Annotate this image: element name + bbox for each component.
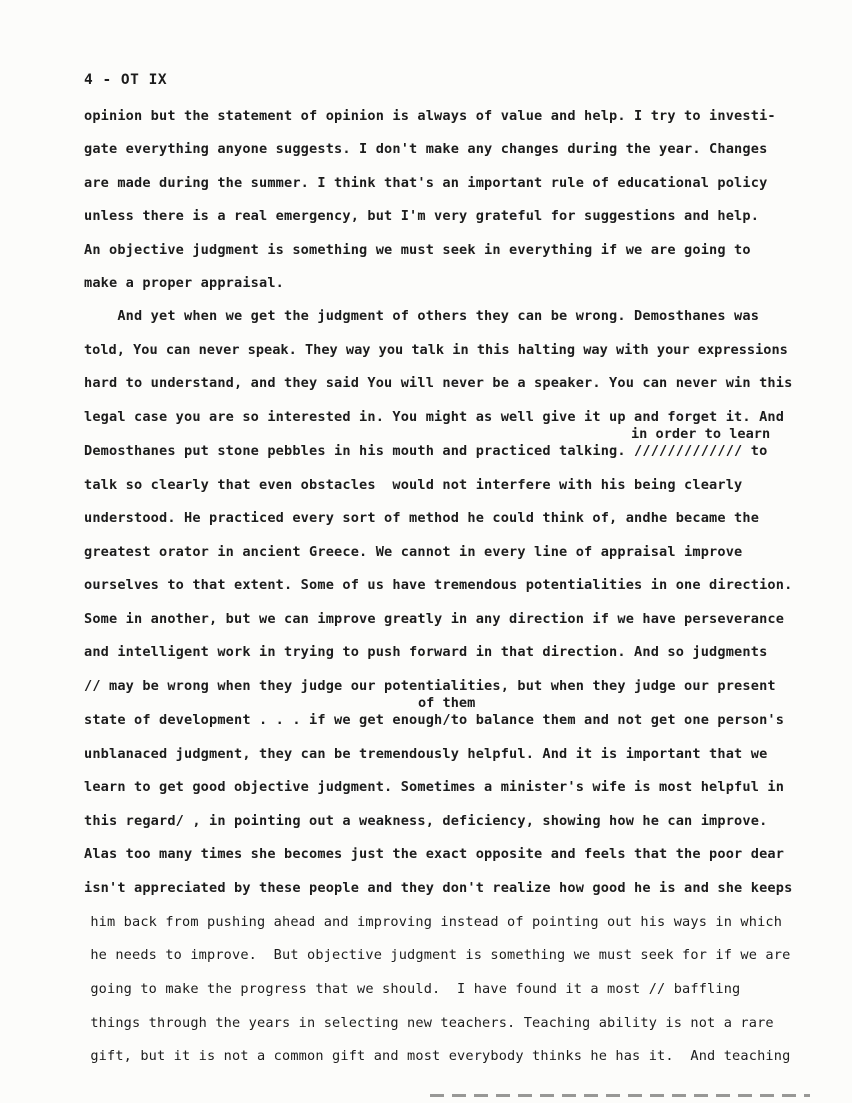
text-line: Demosthanes put stone pebbles in his mouth and practiced talking. ///////////// to: [84, 443, 768, 459]
page-header: 4 - OT IX: [84, 72, 168, 88]
handwritten-insert-in-order-to-learn: in order to learn: [631, 426, 771, 442]
text-line: And yet when we get the judgment of others they can be wrong. Demosthanes was: [84, 308, 760, 324]
text-line: unless there is a real emergency, but I'm very grateful for suggestions and help.: [84, 208, 760, 224]
handwritten-insert-of-them: of them: [418, 695, 476, 711]
text-line: gift, but it is not a common gift and most everybody thinks he has it. And teaching: [82, 1048, 791, 1064]
text-line: told, You can never speak. They way you talk in this halting way with your expressions: [84, 342, 788, 358]
text-line: Some in another, but we can improve greatly in any direction if we have perseverance: [84, 611, 785, 627]
text-line: ourselves to that extent. Some of us have tremendous potentialities in one direction.: [84, 577, 793, 593]
text-line: learn to get good objective judgment. Sometimes a minister's wife is most helpful in: [84, 779, 785, 795]
text-line: state of development . . . if we get enough/to balance them and not get one person's: [84, 712, 785, 728]
text-line: hard to understand, and they said You will never be a speaker. You can never win this: [84, 375, 793, 391]
text-line: understood. He practiced every sort of method he could think of, andhe became the: [84, 510, 760, 526]
text-line: and intelligent work in trying to push forward in that direction. And so judgments: [84, 644, 768, 660]
text-line: him back from pushing ahead and improving instead of pointing out his ways in which: [82, 914, 783, 930]
text-line: things through the years in selecting new teachers. Teaching ability is not a rare: [82, 1015, 774, 1031]
bottom-edge-smudge: [430, 1094, 810, 1097]
text-line: talk so clearly that even obstacles would not interfere with his being clearly: [84, 477, 743, 493]
text-line: // may be wrong when they judge our potentialities, but when they judge our present: [84, 678, 776, 694]
text-line: unblanaced judgment, they can be tremendously helpful. And it is important that we: [84, 746, 768, 762]
text-line: going to make the progress that we should. I have found it a most // baffling: [82, 981, 741, 997]
text-line: are made during the summer. I think that's an important rule of educational policy: [84, 175, 768, 191]
text-line: greatest orator in ancient Greece. We cannot in every line of appraisal improve: [84, 544, 743, 560]
text-line: Alas too many times she becomes just the exact opposite and feels that the poor dear: [84, 846, 785, 862]
text-line: gate everything anyone suggests. I don't make any changes during the year. Changes: [84, 141, 768, 157]
text-line: opinion but the statement of opinion is always of value and help. I try to investi-: [84, 108, 776, 124]
text-line: make a proper appraisal.: [84, 275, 285, 291]
text-line: legal case you are so interested in. You might as well give it up and forget it. And: [84, 409, 785, 425]
text-line: he needs to improve. But objective judgment is something we must seek for if we are: [82, 947, 791, 963]
text-line: isn't appreciated by these people and they don't realize how good he is and she keeps: [84, 880, 793, 896]
text-line: this regard/ , in pointing out a weakness, deficiency, showing how he can improve.: [84, 813, 768, 829]
text-line: An objective judgment is something we must seek in everything if we are going to: [84, 242, 751, 258]
